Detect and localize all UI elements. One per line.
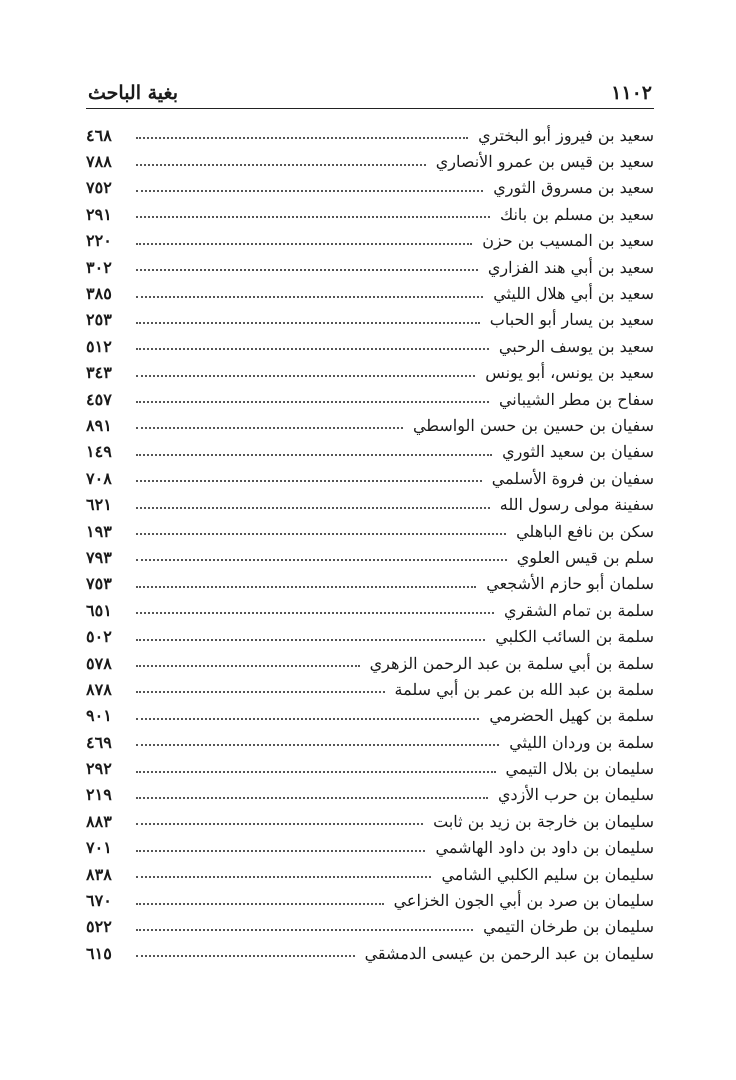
entry-name: سليمان بن بلال التيمي <box>505 759 654 779</box>
dot-leader <box>136 190 483 192</box>
index-entry <box>86 518 654 544</box>
entry-name: سليمان بن حرب الأزدي <box>497 785 654 805</box>
entry-name: سلمة بن أبي سلمة بن عبد الرحمن الزهري <box>369 653 654 673</box>
index-entry <box>86 650 654 676</box>
entry-page-number: ٧٥٣ <box>86 574 112 594</box>
index-entry <box>86 439 654 465</box>
entry-page-number: ١٤٩ <box>86 442 112 462</box>
entry-page-number: ٢٥٣ <box>86 310 112 330</box>
dot-leader <box>136 876 431 878</box>
entry-name: سفيان بن فروة الأسلمي <box>491 468 654 488</box>
entry-name: سفينة مولى رسول الله <box>499 495 654 515</box>
dot-leader <box>136 296 483 298</box>
dot-leader <box>136 823 423 825</box>
dot-leader <box>136 243 472 245</box>
index-entry <box>86 254 654 280</box>
index-entry <box>86 280 654 306</box>
dot-leader <box>136 771 496 773</box>
entry-name: سلمة بن السائب الكلبي <box>495 627 654 647</box>
index-entry <box>86 703 654 729</box>
entry-page-number: ٣٨٥ <box>86 284 112 304</box>
dot-leader <box>136 427 403 429</box>
entry-page-number: ٦٥١ <box>86 600 112 620</box>
entry-name: سكن بن نافع الباهلي <box>516 521 654 541</box>
dot-leader <box>136 375 475 377</box>
index-entry <box>86 623 654 649</box>
entry-name: سفاح بن مطر الشيباني <box>498 389 654 409</box>
entry-page-number: ٦٧٠ <box>86 891 112 911</box>
index-entry <box>86 808 654 834</box>
entry-page-number: ٢١٩ <box>86 785 112 805</box>
dot-leader <box>136 612 494 614</box>
dot-leader <box>136 322 480 324</box>
dot-leader <box>136 718 479 720</box>
index-entry <box>86 148 654 174</box>
dot-leader <box>136 691 385 693</box>
entry-page-number: ٥٢٢ <box>86 917 112 937</box>
index-entry <box>86 729 654 755</box>
index-entry <box>86 571 654 597</box>
entry-name: سعيد بن مسلم بن بانك <box>499 204 654 224</box>
entry-name: سعيد بن أبي هند الفزاري <box>487 257 654 277</box>
index-list <box>86 122 654 967</box>
dot-leader <box>136 533 506 535</box>
dot-leader <box>136 401 489 403</box>
dot-leader <box>136 929 473 931</box>
header-rule <box>86 108 654 109</box>
index-entry <box>86 122 654 148</box>
entry-page-number: ٤٦٩ <box>86 732 112 752</box>
entry-page-number: ٢٢٠ <box>86 231 112 251</box>
entry-name: سعيد بن فيروز أبو البختري <box>478 125 654 145</box>
entry-name: سليمان بن سليم الكلبي الشامي <box>441 864 654 884</box>
index-entry <box>86 755 654 781</box>
index-entry <box>86 307 654 333</box>
dot-leader <box>136 480 482 482</box>
dot-leader <box>136 850 425 852</box>
dot-leader <box>136 586 476 588</box>
entry-name: سعيد بن المسيب بن حزن <box>482 231 654 251</box>
index-entry <box>86 412 654 438</box>
entry-page-number: ٣٠٢ <box>86 257 112 277</box>
entry-page-number: ٤٦٨ <box>86 125 112 145</box>
entry-page-number: ٨٣٨ <box>86 864 112 884</box>
entry-page-number: ٥٠٢ <box>86 627 112 647</box>
entry-name: سفيان بن سعيد الثوري <box>502 442 654 462</box>
index-entry <box>86 228 654 254</box>
dot-leader <box>136 559 507 561</box>
entry-name: سلم بن قيس العلوي <box>516 547 654 567</box>
entry-name: سليمان بن عبد الرحمن بن عيسى الدمشقي <box>364 943 654 963</box>
page-number: ١١٠٢ <box>611 82 652 104</box>
dot-leader <box>136 665 360 667</box>
entry-page-number: ٢٩٢ <box>86 759 112 779</box>
entry-name: سعيد بن قيس بن عمرو الأنصاري <box>435 152 654 172</box>
index-entry <box>86 597 654 623</box>
dot-leader <box>136 454 492 456</box>
entry-name: سليمان بن صرد بن أبي الجون الخزاعي <box>393 891 654 911</box>
entry-page-number: ٨٧٨ <box>86 679 112 699</box>
index-entry <box>86 940 654 966</box>
entry-name: سلمة بن وردان الليثي <box>509 732 654 752</box>
page-header <box>88 70 652 104</box>
entry-page-number: ٨٩١ <box>86 415 112 435</box>
entry-page-number: ٦٢١ <box>86 495 112 515</box>
entry-name: سليمان بن خارجة بن زيد بن ثابت <box>433 811 654 831</box>
dot-leader <box>136 744 499 746</box>
dot-leader <box>136 955 355 957</box>
entry-name: سعيد بن يونس، أبو يونس <box>485 363 654 383</box>
dot-leader <box>136 797 488 799</box>
dot-leader <box>136 903 384 905</box>
index-entry <box>86 782 654 808</box>
index-entry <box>86 360 654 386</box>
dot-leader <box>136 137 468 139</box>
index-entry <box>86 333 654 359</box>
entry-name: سليمان بن طرخان التيمي <box>483 917 654 937</box>
entry-page-number: ٣٤٣ <box>86 363 112 383</box>
entry-name: سعيد بن مسروق الثوري <box>493 178 654 198</box>
index-entry <box>86 914 654 940</box>
dot-leader <box>136 269 478 271</box>
entry-page-number: ٨٨٣ <box>86 811 112 831</box>
entry-name: سليمان بن داود بن داود الهاشمي <box>435 838 654 858</box>
index-entry <box>86 835 654 861</box>
entry-name: سعيد بن أبي هلال الليثي <box>493 284 654 304</box>
entry-page-number: ٧٩٣ <box>86 547 112 567</box>
index-entry <box>86 175 654 201</box>
entry-page-number: ٧٠١ <box>86 838 112 858</box>
entry-name: سلمان أبو حازم الأشجعي <box>486 574 654 594</box>
index-entry <box>86 465 654 491</box>
entry-name: سلمة بن كهيل الحضرمي <box>489 706 654 726</box>
dot-leader <box>136 348 489 350</box>
index-entry <box>86 491 654 517</box>
dot-leader <box>136 507 490 509</box>
dot-leader <box>136 164 426 166</box>
index-entry <box>86 544 654 570</box>
entry-page-number: ١٩٣ <box>86 521 112 541</box>
entry-name: سلمة بن عبد الله بن عمر بن أبي سلمة <box>394 679 654 699</box>
entry-page-number: ٢٩١ <box>86 204 112 224</box>
index-entry <box>86 201 654 227</box>
entry-name: سعيد بن يوسف الرحبي <box>498 336 654 356</box>
dot-leader <box>136 216 490 218</box>
dot-leader <box>136 639 485 641</box>
entry-page-number: ٧٨٨ <box>86 152 112 172</box>
entry-name: سلمة بن تمام الشقري <box>504 600 654 620</box>
entry-page-number: ٥١٢ <box>86 336 112 356</box>
entry-page-number: ٩٠١ <box>86 706 112 726</box>
entry-page-number: ٥٧٨ <box>86 653 112 673</box>
entry-name: سفيان بن حسين بن حسن الواسطي <box>412 415 654 435</box>
index-entry <box>86 676 654 702</box>
index-entry <box>86 861 654 887</box>
entry-page-number: ٧٠٨ <box>86 468 112 488</box>
entry-page-number: ٤٥٧ <box>86 389 112 409</box>
entry-page-number: ٧٥٢ <box>86 178 112 198</box>
index-entry <box>86 386 654 412</box>
entry-page-number: ٦١٥ <box>86 943 112 963</box>
entry-name: سعيد بن يسار أبو الحباب <box>489 310 654 330</box>
index-entry <box>86 887 654 913</box>
book-title: بغية الباحث <box>88 82 178 104</box>
